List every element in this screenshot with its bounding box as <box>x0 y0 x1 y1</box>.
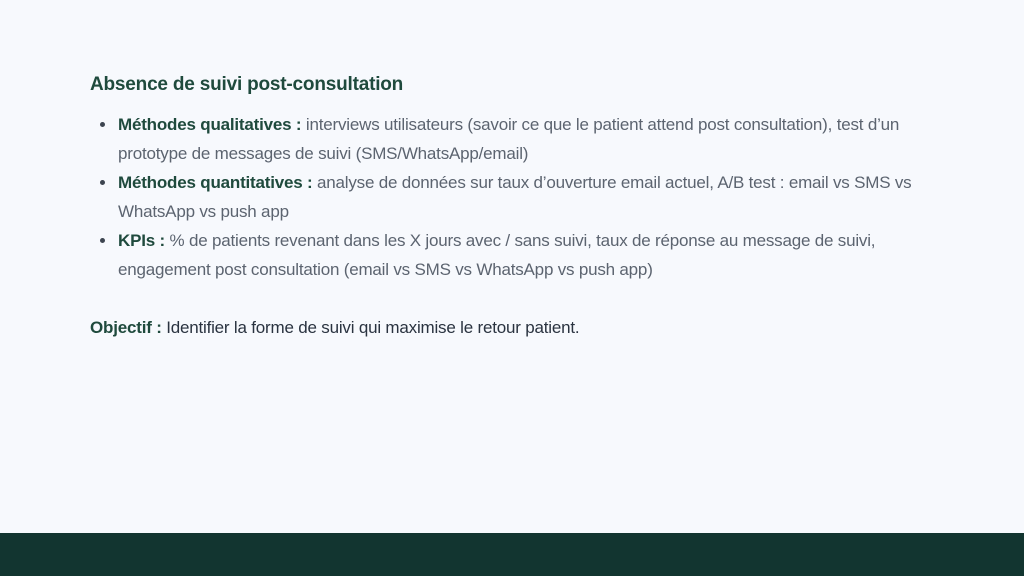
bullet-text: analyse de données sur taux d’ouverture email actuel, A/B test : email vs SMS vs WhatsApp vs push app <box>118 173 912 221</box>
objective-text: Identifier la forme de suivi qui maximise le retour patient. <box>161 318 580 337</box>
objective-label: Objectif : <box>90 318 162 337</box>
bullet-text: interviews utilisateurs (savoir ce que le patient attend post consultation), test d’un prototype de messages de suivi (SMS/WhatsApp/email) <box>118 115 900 163</box>
bullet-dot-icon <box>100 180 105 185</box>
bullet-dot-icon <box>100 238 105 243</box>
list-item-qualitative <box>90 110 950 168</box>
bullet-label: Méthodes quantitatives : <box>118 173 313 192</box>
list-item-kpis <box>90 226 950 284</box>
slide-content <box>90 72 950 342</box>
footer-bar <box>0 533 1024 576</box>
bullet-label: KPIs : <box>118 231 165 250</box>
method-list <box>90 110 950 284</box>
section-title: Absence de suivi post-consultation <box>90 74 404 95</box>
bullet-label: Méthodes qualitatives : <box>118 115 302 134</box>
objective-statement <box>90 313 950 342</box>
list-item-quantitative <box>90 168 950 226</box>
bullet-text: % de patients revenant dans les X jours avec / sans suivi, taux de réponse au message de suivi, engagement post consultation (email vs SMS vs WhatsApp vs push app) <box>118 231 876 279</box>
bullet-dot-icon <box>100 122 105 127</box>
